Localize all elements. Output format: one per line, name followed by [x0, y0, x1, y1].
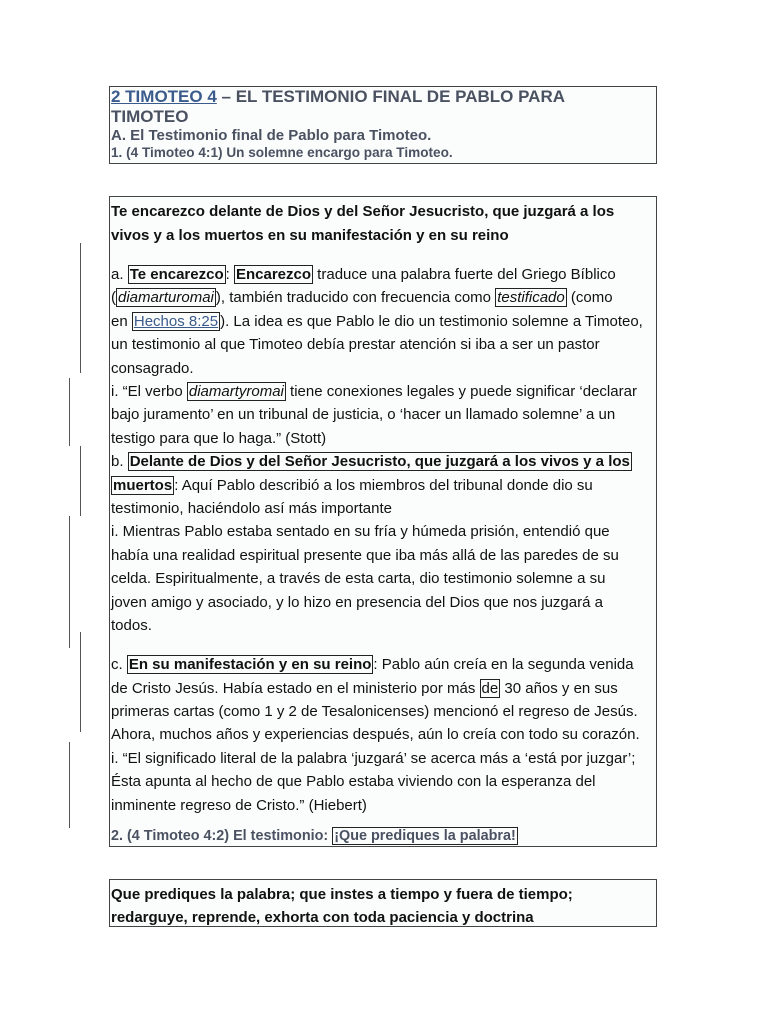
change-bar [69, 516, 70, 648]
paragraph-b-line [111, 474, 657, 497]
paragraph-ai-line [111, 380, 657, 403]
term-muertos: muertos [113, 477, 173, 494]
paragraph-ci-line: i. “El significado literal de la palabra ‘juzgará’ se acerca más a ‘está por juzgar’; [111, 750, 636, 767]
item-marker: b. [111, 453, 128, 470]
text: : Aquí Pablo describió a los miembros del tribunal donde dio su [174, 477, 593, 494]
title-link[interactable]: 2 TIMOTEO 4 [111, 87, 217, 106]
verse-box [109, 879, 657, 927]
term-delante-de-dios: Delante de Dios y del Señor Jesucristo, que juzgará a los vivos y a los [129, 453, 630, 470]
text: traduce una palabra fuerte del Griego Bíblico [313, 266, 616, 283]
text: de Cristo Jesús. Había estado en el ministerio por más [111, 680, 480, 697]
term-te-encarezco: Te encarezco [129, 266, 224, 283]
paragraph-c-line [111, 677, 657, 700]
term-testificado: testificado [497, 289, 565, 306]
text: ). La idea es que Pablo le dio un testimonio solemne a Timoteo, [220, 313, 643, 330]
page-title [111, 87, 656, 107]
term-encarezco: Encarezco [235, 266, 312, 283]
paragraph-bi-line: había una realidad espiritual presente que iba más allá de las paredes de su [111, 547, 619, 564]
change-bar [69, 378, 70, 446]
paragraph-bi-line: celda. Espiritualmente, a través de esta carta, dio testimonio solemne a su [111, 570, 606, 587]
change-bar [69, 742, 70, 828]
term-que-prediques: ¡Que prediques la palabra! [334, 828, 516, 844]
verse-line: redarguye, reprende, exhorta con toda paciencia y doctrina [111, 909, 534, 926]
paragraph-c-line [111, 653, 657, 676]
punct: : [225, 266, 234, 283]
change-bar [80, 632, 81, 732]
paragraph-a-line [111, 286, 657, 309]
paragraph-b-line [111, 450, 657, 473]
text: 2. (4 Timoteo 4:2) El testimonio: [111, 828, 333, 844]
text: en [111, 313, 132, 330]
change-bar [80, 446, 81, 516]
title-rest: – EL TESTIMONIO FINAL DE PABLO PARA [216, 87, 566, 106]
paragraph-b-line: testimonio, haciéndolo así más importante [111, 500, 392, 517]
term-diamarturomai: diamarturomai [118, 289, 214, 306]
paragraph-bi-line: todos. [111, 617, 152, 634]
paragraph-c-line: primeras cartas (como 1 y 2 de Tesalonicenses) mencionó el regreso de Jesús. [111, 703, 638, 720]
verse-line: vivos y a los muertos en su manifestación y en su reino [111, 227, 509, 244]
term-diamartyromai: diamartyromai [188, 383, 284, 400]
hechos-link[interactable]: Hechos 8:25 [133, 313, 219, 330]
paragraph-bi-line: i. Mientras Pablo estaba sentado en su fría y húmeda prisión, entendió que [111, 523, 610, 540]
paragraph-a-line: consagrado. [111, 360, 194, 377]
paragraph-a-line [111, 263, 657, 286]
paragraph-ci-line: inminente regreso de Cristo.” (Hiebert) [111, 797, 367, 814]
paragraph-c-line: Ahora, muchos años y experiencias después, aún lo creía con todo su corazón. [111, 726, 640, 743]
header-box [109, 86, 657, 164]
page-title-line2: TIMOTEO [111, 107, 189, 126]
paragraph-ai-line: bajo juramento’ en un tribunal de justicia, o ‘hacer un llamado solemne’ a un [111, 406, 616, 423]
paragraph-a-line: un testimonio al que Timoteo debía prestar atención si iba a ser un pastor [111, 336, 600, 353]
term-en-su-manifestacion: En su manifestación y en su reino [128, 656, 372, 673]
verse-line: Que prediques la palabra; que instes a tiempo y fuera de tiempo; [111, 886, 573, 903]
main-content-box [109, 196, 657, 847]
item-marker: c. [111, 656, 127, 673]
item-marker: a. [111, 266, 128, 283]
paragraph-bi-line: joven amigo y asociado, y lo hizo en presencia del Dios que nos juzgará a [111, 594, 603, 611]
punct: ( [111, 289, 116, 306]
text: : Pablo aún creía en la segunda venida [373, 656, 634, 673]
section-heading-1: 1. (4 Timoteo 4:1) Un solemne encargo para Timoteo. [111, 145, 453, 160]
text: i. “El verbo [111, 383, 187, 400]
text: ), también traducido con frecuencia como [215, 289, 496, 306]
text: (como [566, 289, 613, 306]
verse-line: Te encarezco delante de Dios y del Señor Jesucristo, que juzgará a los [111, 203, 615, 220]
paragraph-ci-line: Ésta apunta al hecho de que Pablo estaba viviendo con la esperanza del [111, 773, 596, 790]
section-heading-a: A. El Testimonio final de Pablo para Timoteo. [111, 127, 432, 144]
paragraph-a-line [111, 310, 657, 333]
section-heading-2 [111, 827, 657, 845]
text: tiene conexiones legales y puede significar ‘declarar [285, 383, 637, 400]
text: 30 años y en sus [500, 680, 618, 697]
change-bar [80, 243, 81, 373]
paragraph-ai-line: testigo para que lo haga.” (Stott) [111, 430, 327, 447]
term-de: de [481, 680, 499, 697]
